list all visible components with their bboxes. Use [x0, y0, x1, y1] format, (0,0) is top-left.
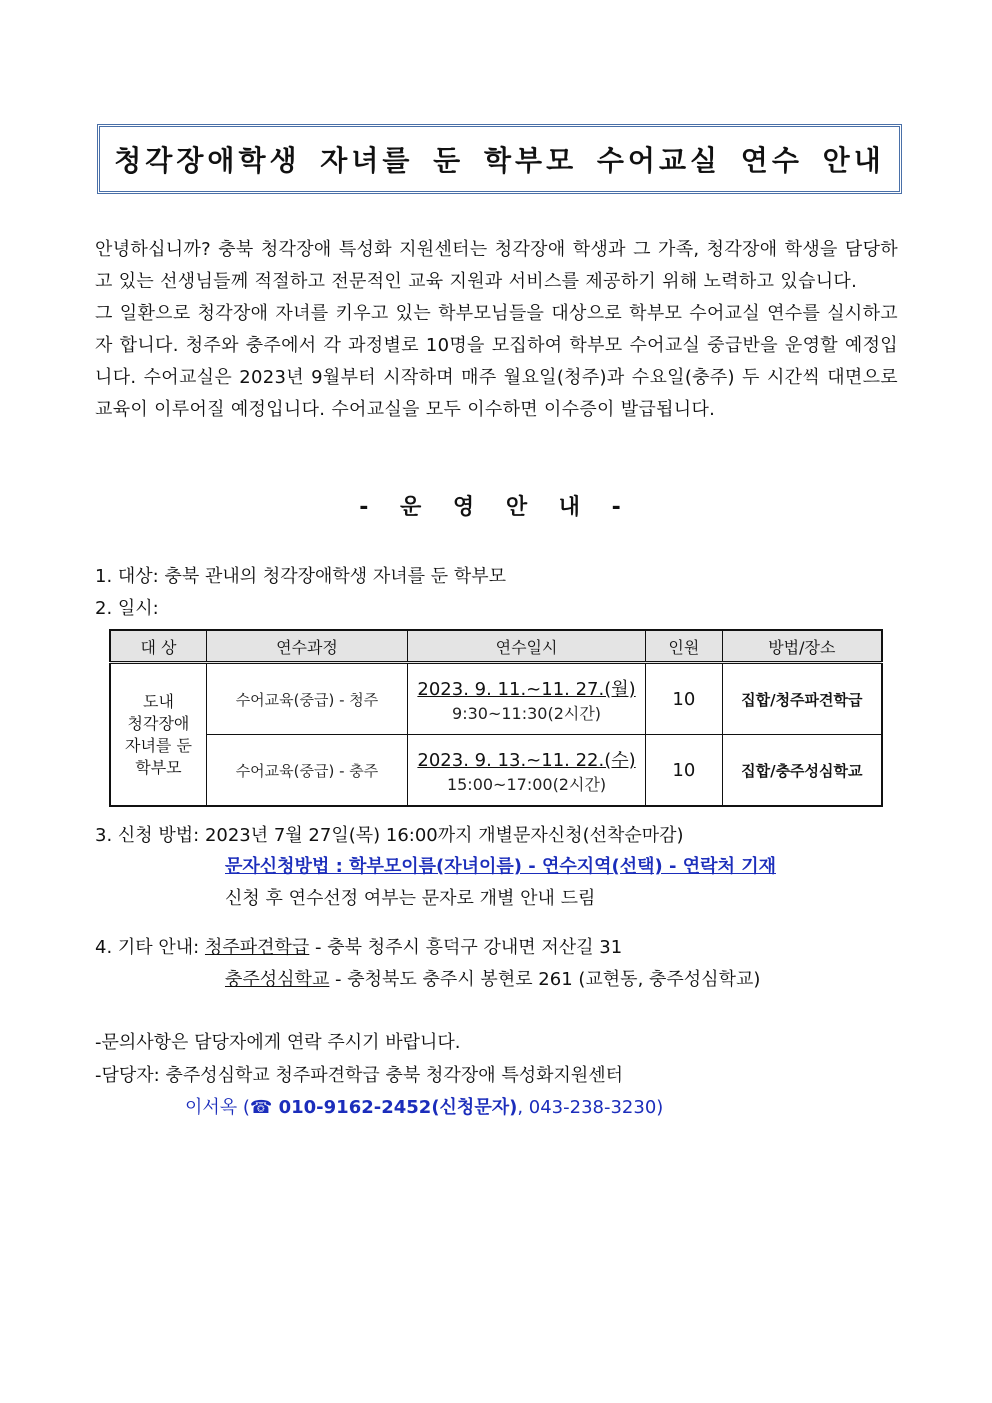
table-row [110, 663, 882, 735]
target-line: 자녀를 둔 [124, 735, 192, 755]
target-line: 학부모 [135, 757, 182, 777]
header-course: 연수과정 [206, 630, 407, 663]
apply-notice: 신청 후 연수선정 여부는 문자로 개별 안내 드림 [225, 888, 596, 909]
title-box [97, 124, 902, 194]
apply-method: 3. 신청 방법: 2023년 7월 27일(목) 16:00까지 개별문자신청(선착순마감) [95, 825, 684, 846]
contact-person: -담당자: 충주성심학교 청주파견학급 충북 청각장애 특성화지원센터 [95, 1065, 624, 1086]
contact-name: 이서옥 ( [185, 1097, 250, 1118]
cell-count: 10 [646, 735, 723, 806]
cell-place: 집합/충주성심학교 [722, 735, 882, 806]
time-range: 15:00~17:00(2시간) [446, 774, 607, 794]
cell-date [408, 663, 646, 735]
cell-target [110, 663, 206, 807]
item-target: 1. 대상: 충북 관내의 청각장애학생 자녀를 둔 학부모 [95, 566, 507, 587]
apply-format: 문자신청방법 : 학부모이름(자녀이름) - 연수지역(선택) - 연락처 기재 [225, 856, 776, 877]
etc-label: 4. 기타 안내: [95, 937, 205, 958]
etc-line-2 [225, 965, 760, 991]
time-range: 9:30~11:30(2시간) [452, 703, 602, 723]
item-date: 2. 일시: [95, 598, 159, 619]
cell-course: 수어교육(중급) - 청주 [206, 663, 407, 735]
date-range: 2023. 9. 13.~11. 22.(수) [417, 749, 636, 771]
section-heading: - 운 영 안 내 - [359, 495, 633, 520]
etc-address-2: - 충청북도 충주시 봉현로 261 (교현동, 충주성심학교) [329, 969, 761, 990]
target-line: 청각장애 [127, 713, 190, 733]
etc-address-1: - 충북 청주시 흥덕구 강내면 저산길 31 [309, 937, 623, 958]
cell-place: 집합/청주파견학급 [722, 663, 882, 735]
header-place: 방법/장소 [722, 630, 882, 663]
schedule-table [109, 629, 883, 807]
etc-place-1: 청주파견학급 [204, 937, 310, 958]
contact-phone [185, 1093, 663, 1119]
intro-paragraph-1: 안녕하십니까? 충북 청각장애 특성화 지원센터는 청각장애 학생과 그 가족, 청각장애 학생을 담당하고 있는 선생님들께 적절하고 전문적인 교육 지원과 서비스를 제공하기 위해 노력하고 있습니다. [95, 239, 898, 292]
header-date: 연수일시 [408, 630, 646, 663]
intro-paragraph-2: 그 일환으로 청각장애 자녀를 키우고 있는 학부모님들을 대상으로 학부모 수어교실 연수를 실시하고자 합니다. 청주와 충주에서 각 과정별로 10명을 모집하여 학부모 수어교실 중급반을 운영할 예정입니다. 수어교실은 2023년 9월부터 시작하며 매주 월요일(청주)과 수요일(충주) 두 시간씩 대면으로 교육이 이루어질 예정입니다. 수어교실을 모두 이수하면 이수증이 발급됩니다. [95, 303, 898, 420]
contact-office: , 043-238-3230) [517, 1097, 664, 1118]
etc-place-2: 충주성심학교 [225, 969, 330, 990]
page-title: 청각장애학생 자녀를 둔 학부모 수어교실 연수 안내 [114, 144, 885, 177]
etc-line-1 [95, 933, 622, 959]
cell-date [408, 735, 646, 806]
table-row [110, 735, 882, 806]
contact-note: -문의사항은 담당자에게 연락 주시기 바랍니다. [95, 1032, 461, 1053]
target-line: 도내 [142, 691, 174, 711]
cell-course: 수어교육(중급) - 충주 [206, 735, 407, 806]
cell-count: 10 [646, 663, 723, 735]
header-target: 대 상 [110, 630, 206, 663]
contact-mobile: ☎ 010-9162-2452(신청문자) [249, 1097, 518, 1118]
header-count: 인원 [646, 630, 723, 663]
table-header-row [110, 630, 882, 663]
date-range: 2023. 9. 11.~11. 27.(월) [417, 678, 636, 700]
intro-text [95, 234, 898, 426]
